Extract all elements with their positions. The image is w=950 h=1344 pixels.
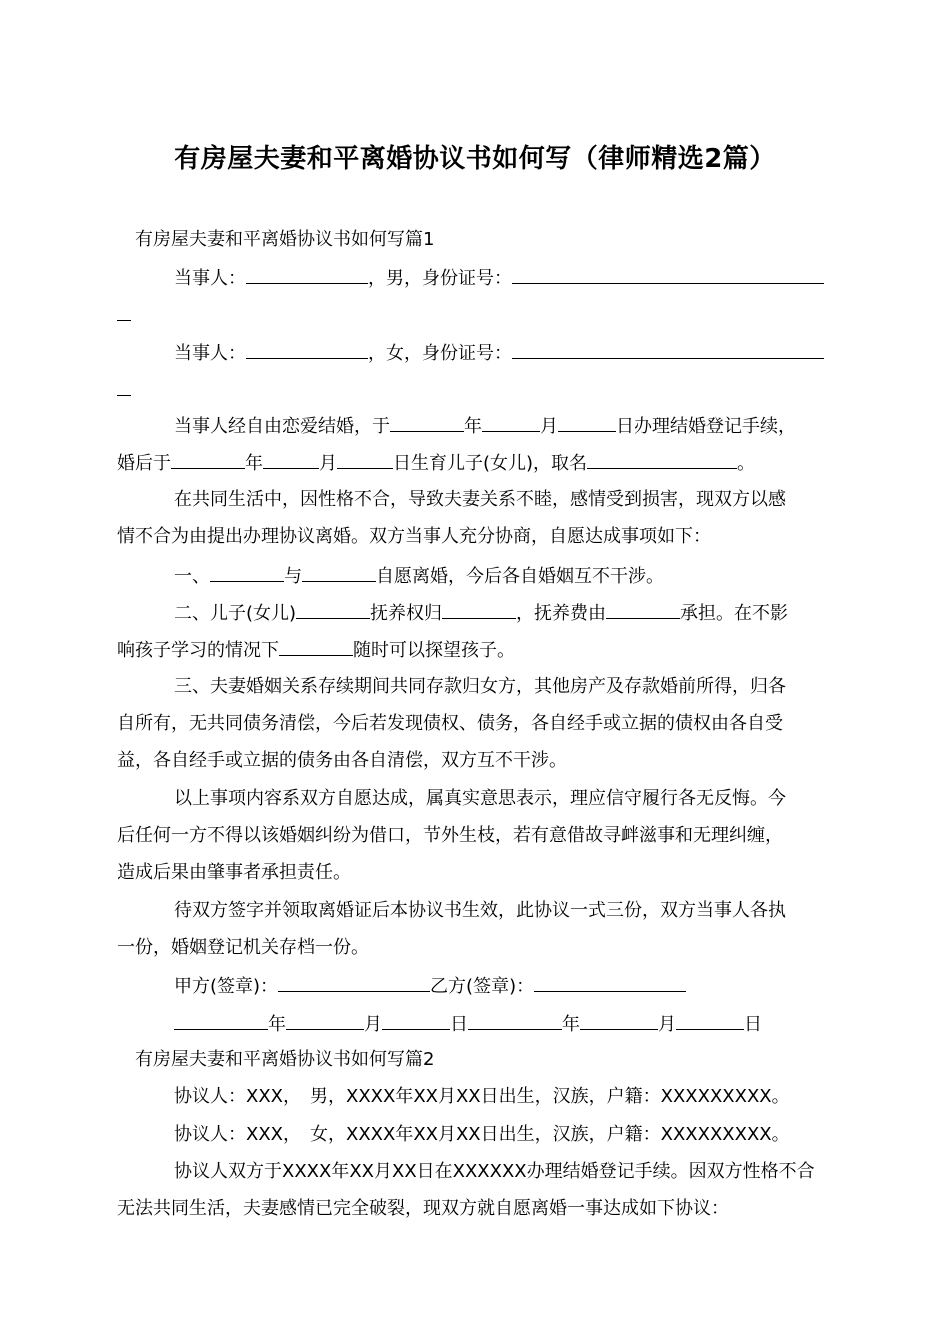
section2-paragraph-l2: 无法共同生活，夫妻感情已完全破裂，现双方就自愿离婚一事达成如下协议：	[117, 1198, 729, 1219]
signature-line: 甲方(签章)： 乙方(签章)：	[174, 973, 686, 999]
blank-field	[117, 302, 131, 321]
blank-field	[246, 265, 368, 284]
blank-field	[278, 973, 430, 992]
section2-heading: 有房屋夫妻和平离婚协议书如何写篇2	[135, 1049, 435, 1070]
section2-paragraph-l1: 协议人双方于XXXX年XX月XX日在XXXXXX办理结婚登记手续。因双方性格不合	[174, 1161, 815, 1182]
blank-field	[337, 450, 393, 469]
blank-field	[286, 1011, 364, 1030]
blank-field	[468, 1011, 562, 1030]
blank-field	[390, 413, 464, 432]
paragraph-reason-l1: 在共同生活中，因性格不合，导致夫妻关系不睦，感情受到损害，现双方以感	[174, 489, 786, 510]
blank-field	[171, 450, 245, 469]
blank-field	[117, 377, 131, 396]
blank-field	[512, 340, 824, 359]
party1-line-cont	[117, 302, 131, 328]
paragraph-marriage-l2: 婚后于 年 月 日生育儿子(女儿)，取名 。	[117, 450, 755, 476]
document-title: 有房屋夫妻和平离婚协议书如何写（律师精选2篇）	[174, 144, 776, 174]
blank-field	[442, 600, 516, 619]
blank-field	[558, 413, 616, 432]
blank-field	[382, 1011, 450, 1030]
blank-field	[246, 340, 368, 359]
item-1: 一、 与 自愿离婚，今后各自婚姻互不干涉。	[174, 563, 664, 589]
paragraph-consent-l3: 造成后果由肇事者承担责任。	[117, 862, 351, 883]
paragraph-consent-l2: 后任何一方不得以该婚姻纠纷为借口，节外生枝，若有意借故寻衅滋事和无理纠缠，	[117, 825, 783, 846]
party2-line-cont	[117, 377, 131, 403]
party-person2: 协议人：XXX， 女，XXXX年XX月XX日出生，汉族，户籍：XXXXXXXXX。	[174, 1124, 790, 1145]
blank-field	[296, 600, 370, 619]
paragraph-effective-l2: 一份，婚姻登记机关存档一份。	[117, 937, 369, 958]
blank-field	[482, 413, 540, 432]
date-line: 年 月 日 年 月 日	[174, 1011, 762, 1037]
paragraph-reason-l2: 情不合为由提出办理协议离婚。双方当事人充分协商，自愿达成事项如下：	[117, 526, 711, 547]
item-3-l3: 益，各自经手或立据的债务由各自清偿，双方互不干涉。	[117, 750, 567, 771]
item-2-l2: 响孩子学习的情况下 随时可以探望孩子。	[117, 637, 515, 663]
item-2-l1: 二、儿子(女儿) 抚养权归 ，抚养费由 承担。在不影	[174, 600, 788, 626]
paragraph-effective-l1: 待双方签字并领取离婚证后本协议书生效，此协议一式三份，双方当事人各执	[174, 900, 786, 921]
blank-field	[302, 563, 376, 582]
party2-line: 当事人： ，女，身份证号：	[174, 340, 824, 366]
blank-field	[279, 637, 353, 656]
party1-line: 当事人： ，男，身份证号：	[174, 265, 824, 291]
blank-field	[174, 1011, 268, 1030]
party-person1: 协议人：XXX， 男，XXXX年XX月XX日出生，汉族，户籍：XXXXXXXXX。	[174, 1086, 790, 1107]
blank-field	[534, 973, 686, 992]
paragraph-marriage-l1: 当事人经自由恋爱结婚，于 年 月 日办理结婚登记手续，	[174, 413, 796, 439]
item-3-l1: 三、夫妻婚姻关系存续期间共同存款归女方，其他房产及存款婚前所得，归各	[174, 676, 786, 697]
blank-field	[263, 450, 319, 469]
item-3-l2: 自所有，无共同债务清偿，今后若发现债权、债务，各自经手或立据的债权由各自受	[117, 713, 783, 734]
blank-field	[676, 1011, 744, 1030]
blank-field	[587, 450, 737, 469]
blank-field	[512, 265, 824, 284]
section1-heading: 有房屋夫妻和平离婚协议书如何写篇1	[135, 229, 435, 250]
paragraph-consent-l1: 以上事项内容系双方自愿达成，属真实意思表示，理应信守履行各无反悔。今	[174, 788, 786, 809]
blank-field	[580, 1011, 658, 1030]
blank-field	[606, 600, 680, 619]
blank-field	[210, 563, 284, 582]
